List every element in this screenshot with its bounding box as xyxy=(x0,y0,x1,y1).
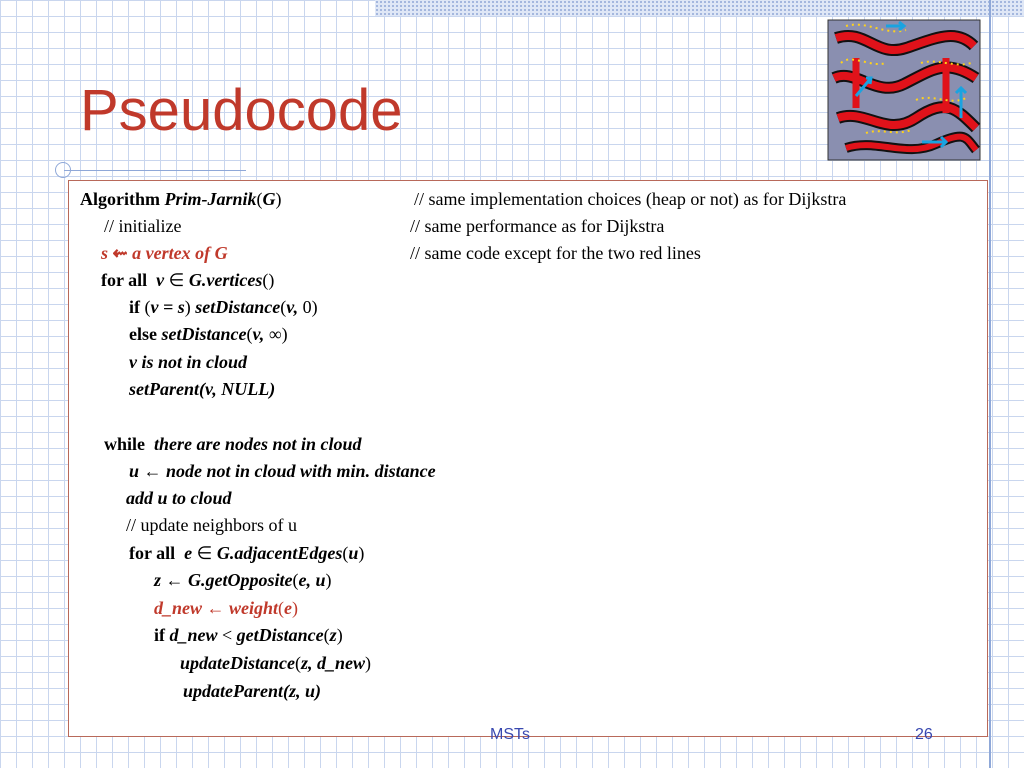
title-underline xyxy=(64,170,246,171)
code-comment-2: // same performance as for Dijkstra xyxy=(410,216,665,236)
code-line-if-v-equals-s: if (v = s) setDistance(v, 0) xyxy=(129,297,318,317)
page-number: 26 xyxy=(915,726,933,743)
code-line-not-in-cloud: v is not in cloud xyxy=(129,352,248,372)
code-line-while: while there are nodes not in cloud xyxy=(104,434,362,454)
title-bullet-circle xyxy=(55,162,71,178)
code-line-update-distance: updateDistance(z, d_new) xyxy=(180,653,372,673)
code-line-set-parent: setParent(v, NULL) xyxy=(129,379,276,399)
code-line-d-new-weight: d_new ← weight(e) xyxy=(154,598,299,618)
maze-logo-icon xyxy=(826,18,982,162)
code-line-get-opposite: z ← G.getOpposite(e, u) xyxy=(154,570,332,590)
code-line-s-vertex: s ⇜ a vertex of G xyxy=(101,243,228,263)
top-decoration-band xyxy=(375,0,1024,16)
code-line-update-parent: updateParent(z, u) xyxy=(183,681,322,701)
code-line-add-u-to-cloud: add u to cloud xyxy=(126,488,232,508)
code-line-for-all-edges: for all e ∈ G.adjacentEdges(u) xyxy=(129,543,365,563)
code-line-update-neighbors-comment: // update neighbors of u xyxy=(126,515,297,535)
code-line-else: else setDistance(v, ∞) xyxy=(129,324,288,344)
slide-title: Pseudocode xyxy=(80,78,403,143)
code-comment-3: // same code except for the two red lines xyxy=(410,243,701,263)
code-comment-1: // same implementation choices (heap or not) as for Dijkstra xyxy=(414,189,847,209)
code-line-for-all-vertices: for all v ∈ G.vertices() xyxy=(101,270,275,290)
code-line-if-d-new-less: if d_new < getDistance(z) xyxy=(154,625,343,645)
code-line-u-min-distance: u ← node not in cloud with min. distance xyxy=(129,461,436,481)
footer-topic: MSTs xyxy=(490,726,530,743)
code-line-algorithm: Algorithm Prim-Jarnik(G) xyxy=(80,189,282,209)
right-guide-line xyxy=(989,0,991,768)
code-line-initialize: // initialize xyxy=(104,216,182,236)
